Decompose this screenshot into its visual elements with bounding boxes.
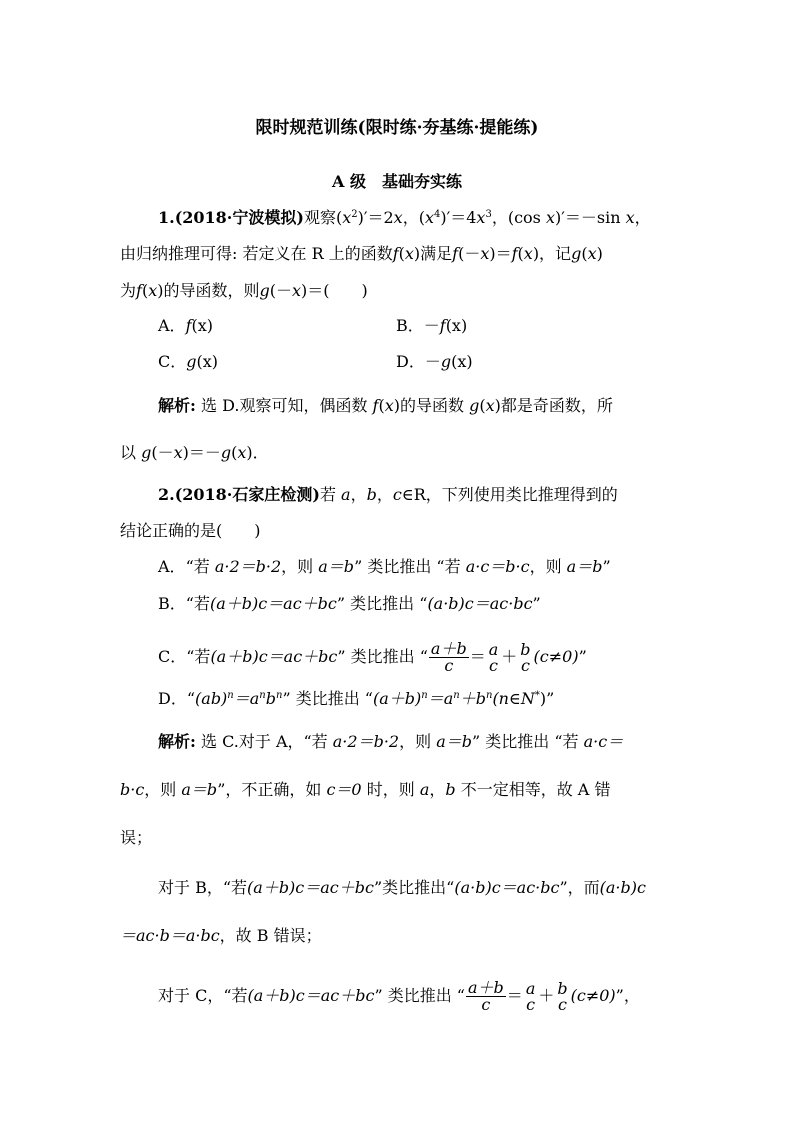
fraction: b c [557, 978, 568, 1014]
q2-option-b: B．“若(a＋b)c＝ac＋bc” 类比推出 “(a·b)c＝ac·bc” [158, 594, 541, 613]
q2-analysis-line2: b·c，则 a＝b”，不正确，如 c＝0 时，则 a，b 不一定相等，故 A 错 [120, 780, 611, 799]
q2-analysis-line1: 解析: 选 C.对于 A，“若 a·2＝b·2，则 a＝b” 类比推出 “若 a·c＝ [158, 732, 624, 751]
q1-stem-line3: 为f(x)的导函数，则g(－x)＝( ) [120, 281, 368, 300]
q1-stem-line2: 由归纳推理可得: 若定义在 R 上的函数f(x)满足f(－x)＝f(x)，记g(x) [120, 244, 603, 263]
section-heading: A 级 基础夯实练 [332, 172, 462, 191]
q2-analysis-line6: 对于 C，“若(a＋b)c＝ac＋bc” 类比推出 “ $\frac{a+b}{c}$ ＝ a c ＋ b c (c≠0)”， [158, 978, 640, 1014]
q1-option-c: C．g(x) [158, 352, 219, 371]
q2-analysis-line4: 对于 B，“若(a＋b)c＝ac＋bc”类比推出“(a·b)c＝ac·bc”，而(a·b)c [158, 878, 646, 897]
q2-stem-line2: 结论正确的是( ) [120, 521, 261, 540]
q1-stem-line1: 1.(2018·宁波模拟)观察$(x^2)'=2x$，$(x^4)'=4x^3$，(cos x)′＝－sin x， [158, 208, 651, 227]
q2-analysis-line5: ＝ac·b＝a·bc，故 B 错误； [120, 926, 322, 945]
fraction: $\frac{a+b}{c}$ [430, 639, 467, 675]
fraction: a c [525, 978, 536, 1014]
q2-option-d: D．“$(ab)^n=a^nb^n$” 类比推出 “$(a+b)^n=a^n+b^n(n\in N^*)$” [158, 689, 555, 708]
q2-option-a: A．“若 a·2＝b·2，则 a＝b” 类比推出 “若 a·c＝b·c，则 a＝b” [158, 557, 611, 576]
q2-stem-line1: 2.(2018·石家庄检测)若 a，b，c∈R，下列使用类比推理得到的 [158, 485, 618, 504]
q1-option-b: B．－f(x) [396, 316, 468, 335]
fraction: $\frac{a+b}{c}$ [468, 978, 504, 1014]
q1-analysis-line1: 解析: 选 D.观察可知，偶函数 f(x)的导函数 g(x)都是奇函数，所 [158, 396, 613, 415]
q1-option-a: A．f(x) [158, 316, 213, 335]
page-title: 限时规范训练(限时练·夯基练·提能练) [255, 118, 539, 138]
q1-option-d: D．－g(x) [396, 352, 473, 371]
q2-option-c: C．“若(a＋b)c＝ac＋bc” 类比推出 “ $\frac{a+b}{c}$ ＝ a c ＋ b c (c≠0)” [158, 639, 587, 675]
fraction: a c [488, 639, 499, 675]
q1-analysis-line2: 以 g(－x)＝－g(x)． [120, 443, 269, 462]
q2-analysis-line3: 误； [120, 828, 153, 847]
fraction: b c [520, 639, 531, 675]
